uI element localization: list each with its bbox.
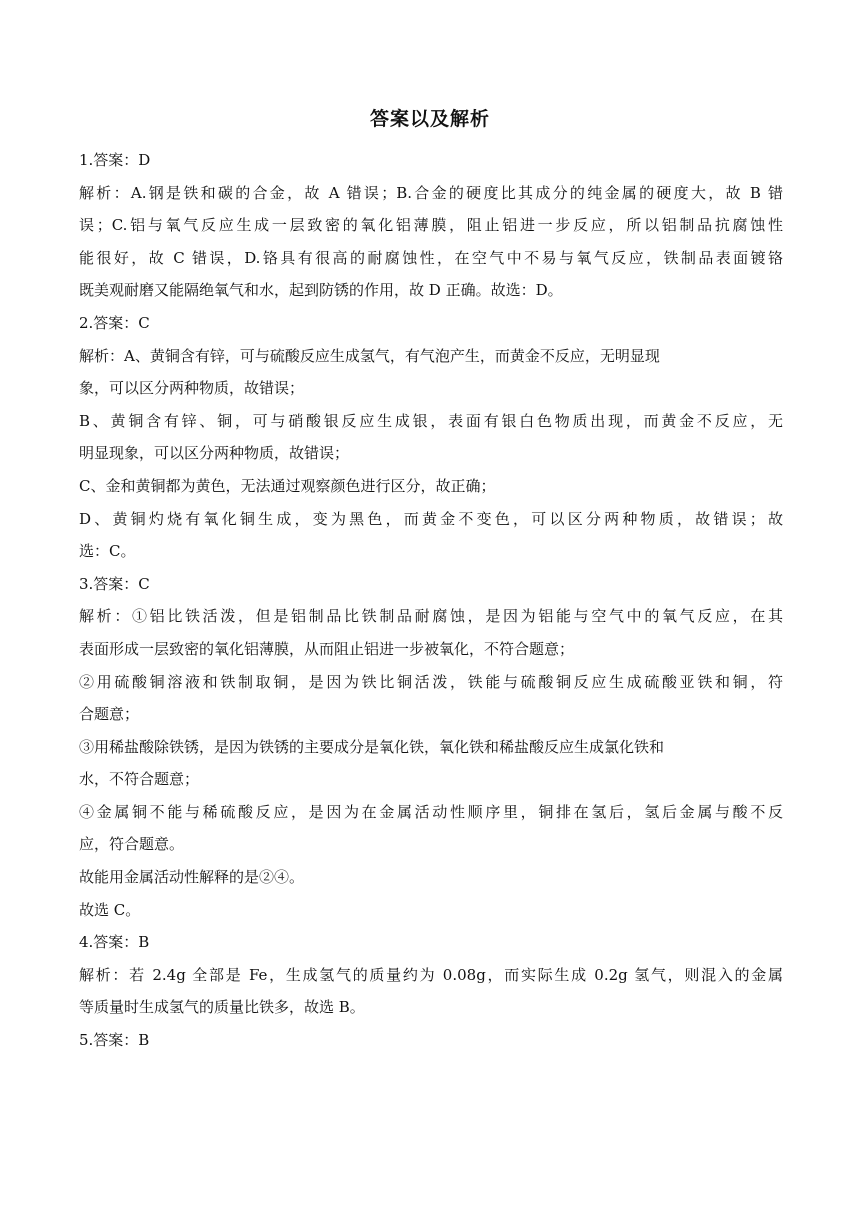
explanation-line: 明显现象，可以区分两种物质，故错误； — [79, 444, 350, 463]
answer-heading-2: 2.答案：C — [79, 313, 150, 332]
answer-heading-3: 3.答案：C — [79, 574, 150, 593]
explanation-line: 象，可以区分两种物质，故错误； — [79, 379, 305, 398]
explanation-line: 能很好，故 C 错误，D.铬具有很高的耐腐蚀性，在空气中不易与氧气反应，铁制品表面镀铬 — [79, 248, 783, 267]
explanation-line: 水，不符合题意； — [79, 770, 200, 789]
explanation-line: 应，符合题意。 — [79, 835, 185, 854]
explanation-line: ④金属铜不能与稀硫酸反应，是因为在金属活动性顺序里，铜排在氢后，氢后金属与酸不反 — [79, 802, 783, 821]
explanation-line: C、金和黄铜都为黄色，无法通过观察颜色进行区分，故正确； — [79, 476, 496, 495]
explanation-line: 合题意； — [79, 705, 140, 724]
explanation-line: 故能用金属活动性解释的是②④。 — [79, 868, 305, 887]
explanation-line: 表面形成一层致密的氧化铝薄膜，从而阻止铝进一步被氧化，不符合题意； — [79, 639, 575, 658]
explanation-line: 解析：若 2.4g 全部是 Fe，生成氢气的质量约为 0.08g，而实际生成 0.2g 氢气，则混入的金属 — [79, 965, 783, 984]
explanation-line: 等质量时生成氢气的质量比铁多，故选 B。 — [79, 998, 365, 1017]
explanation-line: 误；C.铝与氧气反应生成一层致密的氧化铝薄膜，阻止铝进一步反应，所以铝制品抗腐蚀性 — [79, 216, 783, 235]
explanation-line: ②用硫酸铜溶液和铁制取铜，是因为铁比铜活泼，铁能与硫酸铜反应生成硫酸亚铁和铜，符 — [79, 672, 783, 691]
explanation-line: 故选 C。 — [79, 900, 141, 919]
explanation-line: 解析：①铝比铁活泼，但是铝制品比铁制品耐腐蚀，是因为铝能与空气中的氧气反应，在其 — [79, 607, 783, 626]
answer-body — [79, 144, 783, 1057]
answer-heading-1: 1.答案：D — [79, 151, 151, 169]
explanation-line: ③用稀盐酸除铁锈，是因为铁锈的主要成分是氧化铁，氧化铁和稀盐酸反应生成氯化铁和 — [79, 737, 665, 756]
explanation-line: 既美观耐磨又能隔绝氧气和水，起到防锈的作用，故 D 正确。故选：D。 — [79, 281, 563, 300]
explanation-line: B、黄铜含有锌、铜，可与硝酸银反应生成银，表面有银白色物质出现，而黄金不反应，无 — [79, 411, 783, 430]
explanation-line: 选：C。 — [79, 542, 136, 561]
explanation-line: 解析：A、黄铜含有锌，可与硫酸反应生成氢气，有气泡产生，而黄金不反应，无明显现 — [79, 346, 660, 365]
explanation-line: 解析：A.钢是铁和碳的合金，故 A 错误；B.合金的硬度比其成分的纯金属的硬度大，故 B 错 — [79, 183, 783, 202]
answer-heading-4: 4.答案：B — [79, 933, 150, 952]
page-title: 答案以及解析 — [369, 108, 490, 130]
explanation-line: D、黄铜灼烧有氧化铜生成，变为黑色，而黄金不变色，可以区分两种物质，故错误；故 — [79, 509, 783, 528]
answer-heading-5: 5.答案：B — [79, 1031, 150, 1050]
